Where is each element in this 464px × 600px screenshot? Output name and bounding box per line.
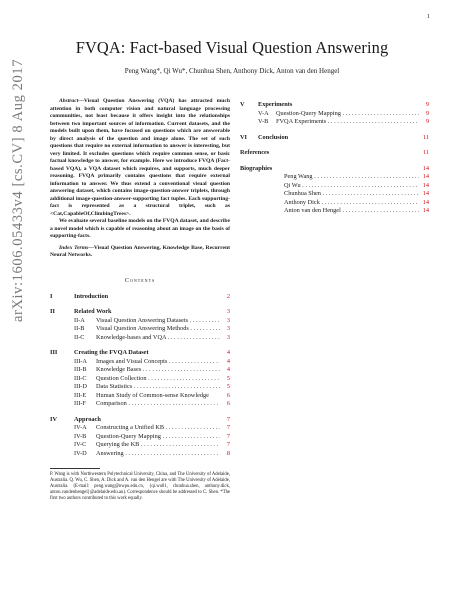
abstract-paragraph-1: —Visual Question Answering (VQA) has attracted much attention in both computer vision and natural language processing communities, not least because it offers insight into the relationships between two important sources of information. Current datasets, and the models built upon them, have focused on questions which are answerable by direct analysis of the question and image alone. The set of such questions that require no external information to answer is interesting, but very limited. It excludes questions which require common sense, or basic factual knowledge to answer, for example. Here we introduce FVQA (Fact-based VQA), a VQA dataset which requires, and supports, much deeper reasoning. FVQA primarily contains questions that require external information to answer. We thus extend a conventional visual question answering dataset, which contains image-question-answer triplets, through additional image-question-answer-supporting fact tuples. Each supporting-fact is represented as a structural triplet, such as <Cat,CapableOf,ClimbingTrees>. (50, 98, 230, 217)
toc-section-label: Introduction (74, 292, 109, 300)
toc-subsection-label: Constructing a Unified KB . . . (96, 424, 220, 433)
toc-subsection[interactable] (50, 366, 230, 375)
toc-section-references[interactable] (240, 149, 429, 158)
toc-subsection-label: Knowledge Bases . . . (96, 366, 220, 375)
index-terms (50, 245, 230, 260)
toc-subsection[interactable] (50, 400, 230, 409)
toc-section-label: Conclusion (258, 133, 289, 141)
toc-page-link[interactable]: 3 (226, 316, 230, 324)
toc-subsection-label: Comparison . . . (96, 400, 220, 409)
footnote-rule (50, 468, 100, 469)
biography-name: Peng Wang . . . (284, 173, 419, 182)
toc-biography-entry[interactable] (240, 173, 429, 182)
toc-subsection-code: II-B (74, 325, 85, 332)
toc-subsection-code: IV-B (74, 432, 87, 440)
table-of-contents-left (50, 293, 230, 459)
toc-subsection-label: Question-Query Mapping . . . (96, 433, 220, 442)
toc-subsection-code: III-B (74, 366, 87, 373)
toc-subsection[interactable] (50, 392, 230, 401)
toc-section-label: References (240, 149, 270, 156)
toc-section-label: Experiments (258, 101, 293, 108)
abstract (50, 98, 230, 218)
toc-biography-entry[interactable] (240, 182, 429, 191)
toc-subsection-code: III-E (74, 391, 87, 399)
biography-list (240, 173, 429, 216)
toc-page-link[interactable]: 8 (226, 449, 230, 457)
index-terms-lead: Index Terms (59, 244, 89, 251)
index-terms-text: —Visual Question Answering, Knowledge Base, Recurrent Neural Networks. (50, 244, 230, 258)
toc-subsection-label: Question Collection . . . (96, 375, 220, 384)
toc-page-link[interactable]: 5 (226, 383, 230, 390)
toc-section[interactable] (50, 349, 230, 358)
toc-page-link[interactable]: 3 (226, 308, 230, 315)
toc-page-link[interactable]: 14 (422, 190, 429, 197)
toc-subsection[interactable] (50, 441, 230, 450)
toc-page-link[interactable]: 5 (226, 374, 230, 382)
toc-section-number: I (50, 292, 53, 300)
toc-page-link[interactable]: 4 (226, 366, 230, 373)
toc-subsection-label: Knowledge-bases and VQA . . . (96, 334, 220, 343)
toc-page-link[interactable]: 11 (422, 133, 429, 141)
toc-subsection[interactable] (50, 317, 230, 326)
toc-subsection[interactable] (50, 325, 230, 334)
toc-section-number: VI (240, 133, 247, 141)
toc-subsection-label: Visual Question Answering Datasets . . . (96, 317, 220, 326)
toc-page-link[interactable]: 9 (425, 101, 429, 108)
right-column (240, 101, 429, 216)
paper-title: FVQA: Fact-based Visual Question Answering (75, 38, 389, 57)
toc-subsection-label: Data Statistics . . . (96, 383, 220, 392)
toc-page-link[interactable]: 2 (226, 292, 230, 300)
toc-page-link[interactable]: 4 (226, 357, 230, 365)
toc-section-label: Related Work (74, 308, 112, 315)
toc-page-link[interactable]: 6 (226, 400, 230, 407)
toc-subsection-label: Human Study of Common-sense Knowledge (96, 391, 209, 399)
toc-subsection-code: IV-A (74, 424, 87, 431)
toc-page-link[interactable]: 3 (226, 333, 230, 341)
left-column (50, 98, 230, 502)
toc-page-link[interactable]: 7 (226, 441, 230, 448)
biography-name: Anton van den Hengel . . . (284, 207, 419, 216)
toc-page-link[interactable]: 3 (226, 325, 230, 332)
toc-section[interactable] (50, 308, 230, 317)
toc-section-conclusion[interactable] (240, 134, 429, 143)
toc-page-link[interactable]: 4 (226, 349, 230, 356)
toc-subsection-label: Images and Visual Concepts . . . (96, 358, 220, 367)
toc-subsection-label: Question-Query Mapping . . . (276, 110, 419, 119)
toc-page-link[interactable]: 9 (425, 118, 429, 125)
toc-page-link[interactable]: 6 (226, 391, 230, 399)
toc-subsection[interactable] (50, 375, 230, 384)
toc-page-link[interactable]: 11 (422, 149, 429, 156)
arxiv-identifier: arXiv:1606.05433v4 [cs.CV] 8 Aug 2017 (10, 58, 26, 322)
toc-page-link[interactable]: 14 (422, 198, 429, 206)
toc-subsection-code: IV-D (74, 449, 87, 457)
toc-biography-entry[interactable] (240, 207, 429, 216)
toc-page-link[interactable]: 9 (425, 109, 429, 117)
toc-page-link[interactable]: 7 (226, 424, 230, 431)
toc-page-link[interactable]: 7 (226, 415, 230, 423)
biography-name: Anthony Dick . . . (284, 199, 419, 208)
page-number: 1 (427, 14, 430, 20)
toc-section-number: IV (50, 415, 57, 423)
toc-subsection[interactable] (240, 118, 429, 127)
toc-subsection-code: III-D (74, 383, 87, 390)
toc-subsection-code: II-A (74, 316, 85, 324)
toc-subsection[interactable] (50, 334, 230, 343)
toc-biography-entry[interactable] (240, 199, 429, 208)
toc-section[interactable] (50, 416, 230, 425)
toc-subsection[interactable] (50, 450, 230, 459)
toc-subsection-code: II-C (74, 333, 85, 341)
affiliation-footnote: P. Wang is with Northwestern Polytechnical University, China, and The University of Adelaide, Australia. Q. Wu, C. Shen, A. Dick and A. van den Hengel are with The University of Adelaide, Australia. (E-mail: peng.wang@nwpu.edu.cn, {qi.wu01, chunhua.shen, anthony.dick, anton.vandenhengel}@adelaide.edu.au). Correspondence should be addressed to C. Shen. *The first two authors contributed to this work equally. (50, 472, 230, 501)
author-list: Peng Wang*, Qi Wu*, Chunhua Shen, Anthony Dick, Anton van den Hengel (124, 67, 340, 75)
toc-subsection[interactable] (240, 110, 429, 119)
toc-page-link[interactable]: 14 (422, 181, 429, 189)
toc-page-link[interactable]: 14 (422, 207, 429, 214)
toc-section[interactable] (50, 293, 230, 302)
toc-section-number: V (240, 101, 245, 108)
toc-subsection-code: III-F (74, 400, 86, 407)
toc-subsection[interactable] (50, 358, 230, 367)
toc-subsection-code: IV-C (74, 441, 87, 448)
toc-subsection-label: FVQA Experiments . . . (276, 118, 419, 127)
toc-section-label: Biographies (240, 164, 273, 172)
toc-subsection-code: V-B (258, 118, 269, 125)
abstract-lead: Abstract (59, 98, 79, 104)
toc-section-number: III (50, 349, 58, 356)
toc-biography-entry[interactable] (240, 190, 429, 199)
toc-subsection-code: V-A (258, 109, 269, 117)
toc-subsection-label: Querying the KB . . . (96, 441, 220, 450)
toc-section-number: II (50, 308, 55, 315)
toc-page-link[interactable]: 14 (422, 173, 429, 180)
toc-subsection-label: Answering . . . (96, 450, 220, 459)
biography-name: Chunhua Shen . . . (284, 190, 419, 199)
toc-subsection[interactable] (50, 383, 230, 392)
biography-name: Qi Wu . . . (284, 182, 419, 191)
abstract-paragraph-2: We evaluate several baseline models on the FVQA dataset, and describe a novel model which is capable of reasoning about an image on the basis of supporting-facts. (50, 218, 230, 239)
toc-subsection-code: III-C (74, 374, 87, 382)
toc-subsection-code: III-A (74, 357, 87, 365)
toc-subsection-label: Visual Question Answering Methods . . . (96, 325, 220, 334)
toc-section-biographies[interactable] (240, 165, 429, 174)
toc-subsection[interactable] (50, 433, 230, 442)
toc-subsection[interactable] (50, 424, 230, 433)
toc-page-link[interactable]: 14 (422, 164, 429, 172)
toc-section-experiments[interactable] (240, 101, 429, 110)
contents-heading: Contents (124, 276, 156, 284)
toc-page-link[interactable]: 7 (226, 432, 230, 440)
toc-section-label: Creating the FVQA Dataset (74, 349, 149, 356)
toc-section-label: Approach (74, 415, 101, 423)
